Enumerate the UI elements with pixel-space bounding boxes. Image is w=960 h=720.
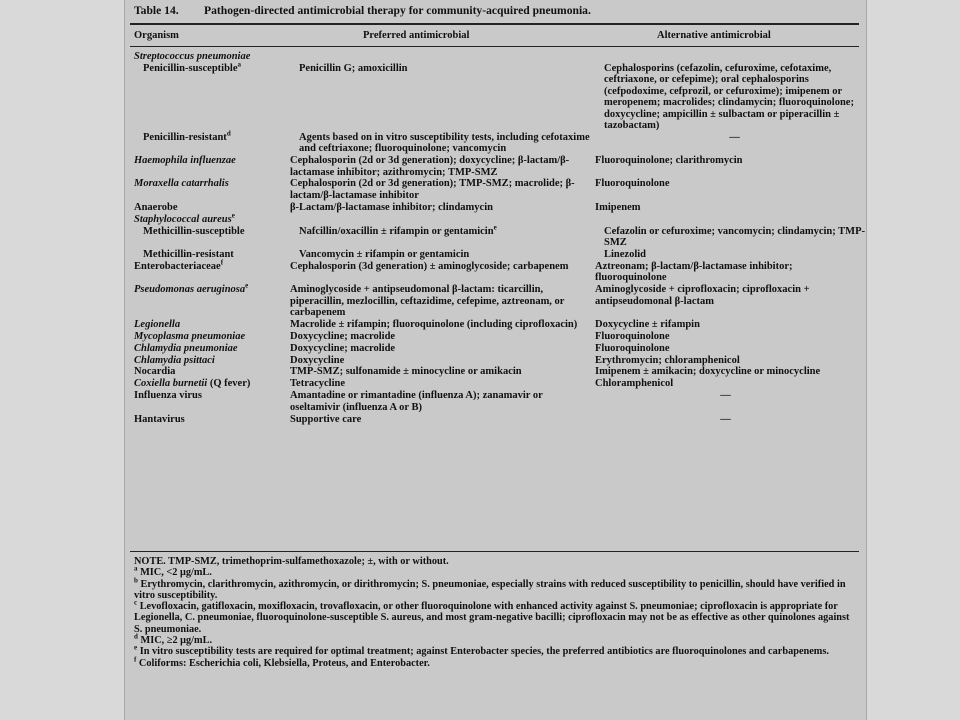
alternative-cell — [595, 319, 856, 330]
alternative-cell — [595, 155, 856, 178]
footnote — [134, 655, 858, 669]
footnote — [134, 576, 858, 602]
footnote — [134, 564, 858, 579]
alternative-text: Linezolid — [604, 248, 647, 260]
organism-cell — [134, 258, 290, 284]
organism-cell — [134, 343, 290, 354]
organism-name: Anaerobe — [134, 201, 178, 213]
organism-cell — [134, 355, 290, 366]
table-row — [134, 178, 856, 201]
table-row — [134, 390, 856, 413]
table-row — [134, 258, 856, 284]
alternative-cell — [604, 132, 865, 155]
alternative-cell — [604, 63, 865, 131]
organism-name: Staphylococcal aureus — [134, 213, 232, 225]
preferred-text: Supportive care — [290, 413, 362, 425]
preferred-cell — [299, 223, 604, 249]
column-header-organism: Organism — [134, 30, 179, 41]
alternative-text: Fluoroquinolone — [595, 330, 670, 342]
organism-name: Penicillin-resistant — [143, 131, 227, 143]
organism-cell — [134, 60, 299, 131]
alternative-cell — [595, 202, 856, 213]
preferred-cell — [290, 355, 595, 366]
organism-name: Hantavirus — [134, 413, 185, 425]
alternative-cell — [595, 331, 856, 342]
alternative-text: Cefazolin or cefuroxime; vancomycin; clindamycin; TMP-SMZ — [604, 225, 865, 248]
footnote-marker: a — [134, 564, 138, 573]
preferred-text: Doxycycline — [290, 354, 345, 366]
alternative-text: Chloramphenicol — [595, 378, 674, 390]
preferred-text: Cephalosporin (2d or 3d generation); TMP-SMZ; macrolide; β-lactam/β-lactamase inhibitor — [290, 178, 575, 201]
organism-cell — [134, 178, 290, 201]
document-page — [124, 0, 867, 720]
preferred-cell — [290, 202, 595, 213]
alternative-cell — [595, 390, 856, 413]
table-body — [134, 51, 865, 426]
table-row — [134, 281, 856, 318]
table-row — [134, 249, 856, 260]
preferred-cell — [290, 214, 595, 225]
preferred-cell — [290, 331, 595, 342]
preferred-cell — [290, 390, 595, 413]
preferred-text: Agents based on in vitro susceptibility tests, including cefotaxime and ceftriaxone; fluoroquinolone; vancomycin — [299, 131, 590, 155]
footnote-marker: f — [220, 258, 224, 267]
footnote-marker: a — [237, 60, 241, 69]
organism-name: Penicillin-susceptible — [143, 62, 238, 74]
alternative-cell — [595, 284, 856, 318]
footnote-marker: f — [134, 655, 137, 664]
preferred-cell — [299, 63, 604, 131]
table-title: Pathogen-directed antimicrobial therapy for community-acquired pneumonia. — [204, 4, 591, 17]
organism-name: Pseudomonas aeruginosa — [134, 284, 246, 296]
alternative-cell — [595, 261, 856, 284]
footnote-marker: d — [226, 129, 231, 138]
bottom-rule — [130, 551, 859, 552]
alternative-cell — [595, 214, 856, 225]
organism-name: Haemophila influenzae — [134, 155, 236, 167]
preferred-text: β-Lactam/β-lactamase inhibitor; clindamycin — [290, 201, 493, 213]
preferred-cell — [290, 178, 595, 201]
table-row — [134, 51, 856, 62]
footnote-marker: d — [134, 632, 138, 641]
footnote — [134, 598, 858, 635]
organism-cell — [134, 319, 290, 330]
alternative-text: Imipenem — [595, 201, 641, 213]
organism-cell — [134, 226, 299, 249]
alternative-text: Imipenem ± amikacin; doxycycline or minocycline — [595, 366, 821, 378]
header-rule — [130, 46, 859, 47]
organism-name: Influenza virus — [134, 390, 202, 402]
alternative-text: Doxycycline ± rifampin — [595, 318, 700, 330]
footnote-marker: b — [134, 576, 138, 585]
preferred-text: Vancomycin ± rifampin or gentamicin — [299, 248, 470, 260]
alternative-cell — [595, 378, 856, 389]
footnote — [134, 643, 858, 658]
table-row — [134, 319, 856, 330]
alternative-cell — [595, 343, 856, 354]
preferred-cell — [290, 414, 595, 425]
organism-cell — [134, 414, 290, 425]
alternative-text: Fluoroquinolone; clarithromycin — [595, 155, 743, 167]
footnote-marker: e — [134, 643, 138, 652]
table-number: Table 14. — [134, 4, 179, 17]
alternative-text: Aminoglycoside + ciprofloxacin; ciprofloxacin + antipseudomonal β-lactam — [595, 284, 810, 307]
organism-cell — [134, 211, 290, 225]
column-header-preferred: Preferred antimicrobial — [363, 30, 470, 41]
organism-cell — [134, 390, 290, 413]
alternative-text: Erythromycin; chloramphenicol — [595, 354, 740, 366]
table-footnotes — [134, 556, 858, 669]
top-rule — [130, 23, 859, 25]
footnote — [134, 556, 858, 567]
alternative-cell — [595, 178, 856, 201]
preferred-cell — [290, 155, 595, 178]
preferred-cell — [299, 249, 604, 260]
organism-cell — [134, 202, 290, 213]
alternative-cell — [604, 249, 865, 260]
organism-cell — [134, 378, 290, 389]
organism-cell — [134, 281, 290, 318]
alternative-cell — [595, 366, 856, 377]
alternative-text: — — [720, 413, 731, 425]
organism-name: Chlamydia psittaci — [134, 354, 215, 366]
alternative-text: — — [720, 390, 731, 402]
preferred-cell — [290, 343, 595, 354]
alternative-cell — [595, 355, 856, 366]
preferred-text: TMP-SMZ; sulfonamide ± minocycline or amikacin — [290, 366, 522, 378]
preferred-text: Cephalosporin (3d generation) ± aminoglycoside; carbapenem — [290, 260, 569, 272]
table-row — [134, 331, 856, 342]
footnote — [134, 632, 858, 647]
footnote-text: MIC, <2 μg/mL. — [140, 567, 212, 579]
table-row — [134, 366, 856, 377]
alternative-text: Aztreonam; β-lactam/β-lactamase inhibitor; fluoroquinolone — [595, 260, 793, 284]
table-row — [134, 378, 856, 389]
preferred-text: Doxycycline; macrolide — [290, 330, 396, 342]
preferred-cell — [290, 261, 595, 284]
preferred-cell — [290, 284, 595, 318]
organism-cell — [134, 331, 290, 342]
organism-name: Coxiella burnetii (Q fever) — [134, 378, 251, 390]
organism-cell — [134, 155, 290, 178]
preferred-text: Cephalosporin (2d or 3d generation); doxycycline; β-lactam/β-lactamase inhibitor; azithromycin; TMP-SMZ — [290, 155, 570, 178]
footnote-marker: e — [231, 211, 235, 220]
organism-name: Methicillin-resistant — [143, 248, 234, 260]
preferred-text: Penicillin G; amoxicillin — [299, 62, 408, 74]
preferred-text: Tetracycline — [290, 378, 346, 390]
table-row — [134, 223, 865, 249]
preferred-cell — [290, 378, 595, 389]
table-row — [134, 60, 856, 131]
alternative-text: — — [729, 131, 740, 143]
preferred-text: Doxycycline; macrolide — [290, 342, 396, 354]
preferred-cell — [290, 366, 595, 377]
alternative-text: Fluoroquinolone — [595, 342, 670, 354]
preferred-text: Macrolide ± rifampin; fluoroquinolone (including ciprofloxacin) — [290, 318, 578, 330]
organism-name: Mycoplasma pneumoniae — [134, 330, 246, 342]
footnote-text: Coliforms: Escherichia coli, Klebsiella, Proteus, and Enterobacter. — [138, 657, 430, 669]
organism-name: Enterobacteriaceae — [134, 260, 221, 272]
alternative-text: Fluoroquinolone — [595, 178, 670, 190]
alternative-cell — [604, 226, 865, 249]
preferred-cell — [290, 319, 595, 330]
table-row — [134, 155, 856, 178]
organism-cell — [134, 51, 290, 62]
table-row — [134, 129, 856, 155]
footnote-text: Erythromycin, clarithromycin, azithromycin, or dirithromycin; S. pneumoniae, especially strains with reduced susceptibility to penicillin, should have verified in vitro susceptibility. — [134, 578, 846, 601]
table-caption — [134, 4, 856, 18]
preferred-cell — [290, 51, 595, 62]
footnote-marker: e — [245, 281, 249, 290]
column-header-alternative: Alternative antimicrobial — [657, 30, 771, 41]
table-row — [134, 343, 856, 354]
preferred-text: Nafcillin/oxacillin ± rifampin or gentamicin — [299, 225, 494, 237]
organism-name: Chlamydia pneumoniae — [134, 342, 238, 354]
footnote-text: NOTE. TMP-SMZ, trimethoprim-sulfamethoxazole; ±, with or without. — [134, 556, 449, 567]
footnote-text: Levofloxacin, gatifloxacin, moxifloxacin, trovafloxacin, or other fluoroquinolone with enhanced activity against S. pneumoniae; ciprofloxacin is appropriate for Legionella, C. pneumoniae, fluoroquinolone-susceptible S. aureus, and most gram-negative bacilli; ciprofloxacin may not be as effective as other quinolones against S. pneumoniae. — [134, 601, 850, 635]
footnote-text: In vitro susceptibility tests are required for optimal treatment; against Enterobacter species, the preferred antibiotics are fluoroquinolones and carbapenems. — [139, 646, 829, 658]
organism-name: Methicillin-susceptible — [143, 225, 245, 237]
preferred-text: Aminoglycoside + antipseudomonal β-lactam: ticarcillin, piperacillin, mezlocillin, ceftazidime, cefepime, aztreonam, or carbapenem — [290, 284, 565, 318]
organism-name: Nocardia — [134, 366, 176, 378]
table-row — [134, 202, 856, 213]
footnote-marker: e — [493, 223, 497, 232]
preferred-text: Amantadine or rimantadine (influenza A); zanamavir or oseltamivir (influenza A or B) — [290, 390, 543, 413]
organism-name: Streptococcus pneumoniae — [134, 51, 251, 62]
table-row — [134, 414, 856, 425]
organism-name: Legionella — [134, 318, 181, 330]
preferred-cell — [299, 132, 604, 155]
organism-name: Moraxella catarrhalis — [134, 178, 229, 190]
organism-cell — [134, 249, 299, 260]
table-row — [134, 355, 856, 366]
alternative-text: Cephalosporins (cefazolin, cefuroxime, cefotaxime, ceftriaxone, or cefepime); oral cephalosporins (cefpodoxime, cefprozil, or cefuroxime); imipenem or meropenem; macrolides; clindamycin; fluoroquinolone; doxycycline; ampicillin ± sulbactam or piperacillin ± tazobactam) — [604, 62, 854, 131]
footnote-text: MIC, ≥2 μg/mL. — [140, 635, 213, 647]
footnote-marker: c — [134, 598, 138, 607]
organism-cell — [134, 366, 290, 377]
organism-cell — [134, 129, 299, 155]
alternative-cell — [595, 414, 856, 425]
alternative-cell — [595, 51, 856, 62]
